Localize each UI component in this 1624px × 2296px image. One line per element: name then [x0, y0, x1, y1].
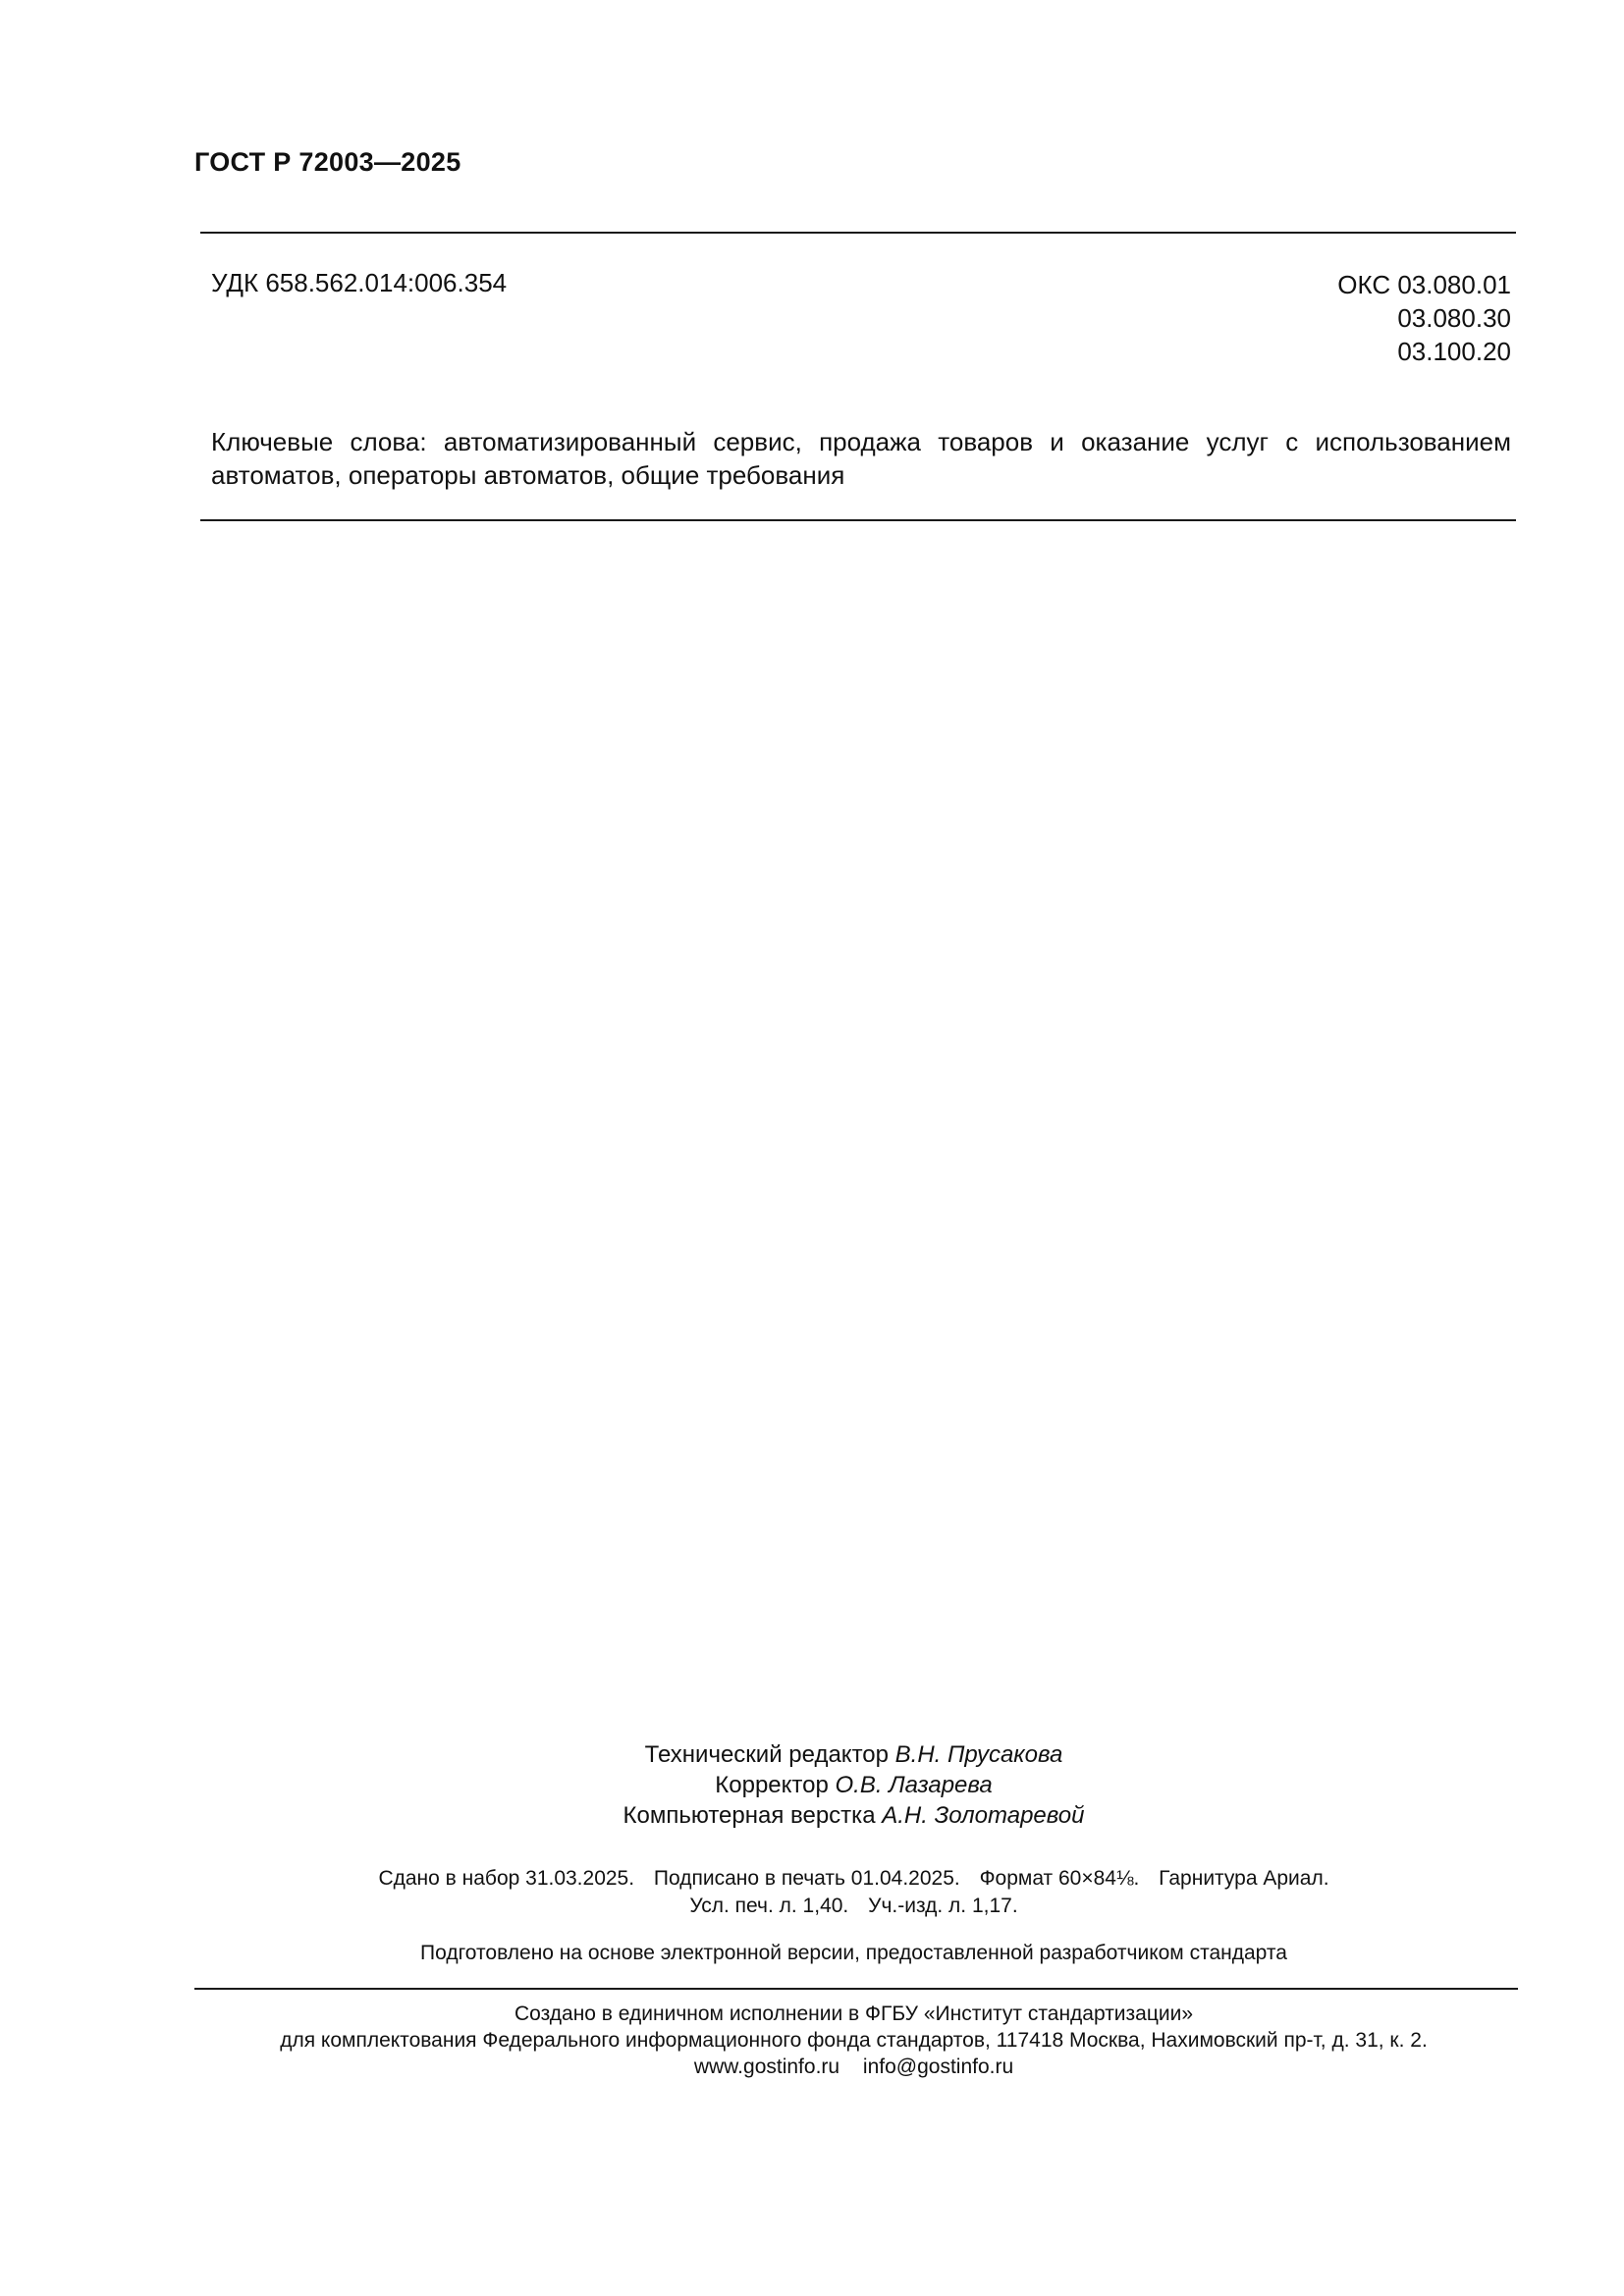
website-link[interactable]: www.gostinfo.ru: [693, 2056, 840, 2078]
top-divider: [200, 232, 1516, 234]
keywords-paragraph: Ключевые слова: автоматизированный сервис, продажа товаров и оказание услуг с использованием автоматов, операторы автоматов, общие требования: [211, 427, 1511, 490]
layout-line: [0, 1800, 1624, 1831]
email-link[interactable]: info@gostinfo.ru: [862, 2056, 1014, 2078]
tech-editor-name: В.Н. Прусакова: [894, 1741, 1063, 1768]
created-line-2: для комплектования Федерального информационного фонда стандартов, 117418 Москва, Нахимовский пр-т, д. 31, к. 2.: [280, 2029, 1428, 2052]
imprint-block: [0, 1865, 1624, 1920]
tech-editor-line: [0, 1739, 1624, 1770]
oks-codes: [1337, 268, 1511, 368]
imprint-line-1: [0, 1865, 1624, 1893]
corrector-label: Корректор: [715, 1772, 829, 1798]
imprint-line-2: [0, 1893, 1624, 1920]
imprint-print-sheets: Усл. печ. л. 1,40.: [689, 1895, 849, 1917]
document-code: ГОСТ Р 72003—2025: [194, 147, 461, 177]
created-block: [0, 2001, 1624, 2080]
imprint-signed: Подписано в печать 01.04.2025.: [653, 1867, 960, 1890]
imprint-pub-sheets: Уч.-изд. л. 1,17.: [868, 1895, 1018, 1917]
imprint-format: Формат 60×84⅛.: [979, 1867, 1140, 1890]
corrector-line: [0, 1770, 1624, 1800]
corrector-name: О.В. Лазарева: [835, 1772, 993, 1798]
keywords-divider: [200, 519, 1516, 521]
contacts-line: [0, 2054, 1624, 2080]
created-line-1: Создано в единичном исполнении в ФГБУ «Институт стандартизации»: [514, 2002, 1194, 2025]
oks-code-1: ОКС 03.080.01: [1337, 270, 1511, 299]
layout-label: Компьютерная верстка: [623, 1802, 876, 1829]
imprint-font: Гарнитура Ариал.: [1159, 1867, 1329, 1890]
bottom-divider: [194, 1988, 1518, 1990]
prepared-note: Подготовлено на основе электронной версии, предоставленной разработчиком стандарта: [420, 1942, 1287, 1964]
credits-block: [0, 1739, 1624, 1831]
imprint-sent: Сдано в набор 31.03.2025.: [378, 1867, 635, 1890]
layout-name: А.Н. Золотаревой: [882, 1802, 1085, 1829]
oks-code-2: 03.080.30: [1397, 303, 1511, 333]
udk-code: УДК 658.562.014:006.354: [211, 268, 508, 297]
tech-editor-label: Технический редактор: [644, 1741, 889, 1768]
oks-code-3: 03.100.20: [1397, 337, 1511, 366]
